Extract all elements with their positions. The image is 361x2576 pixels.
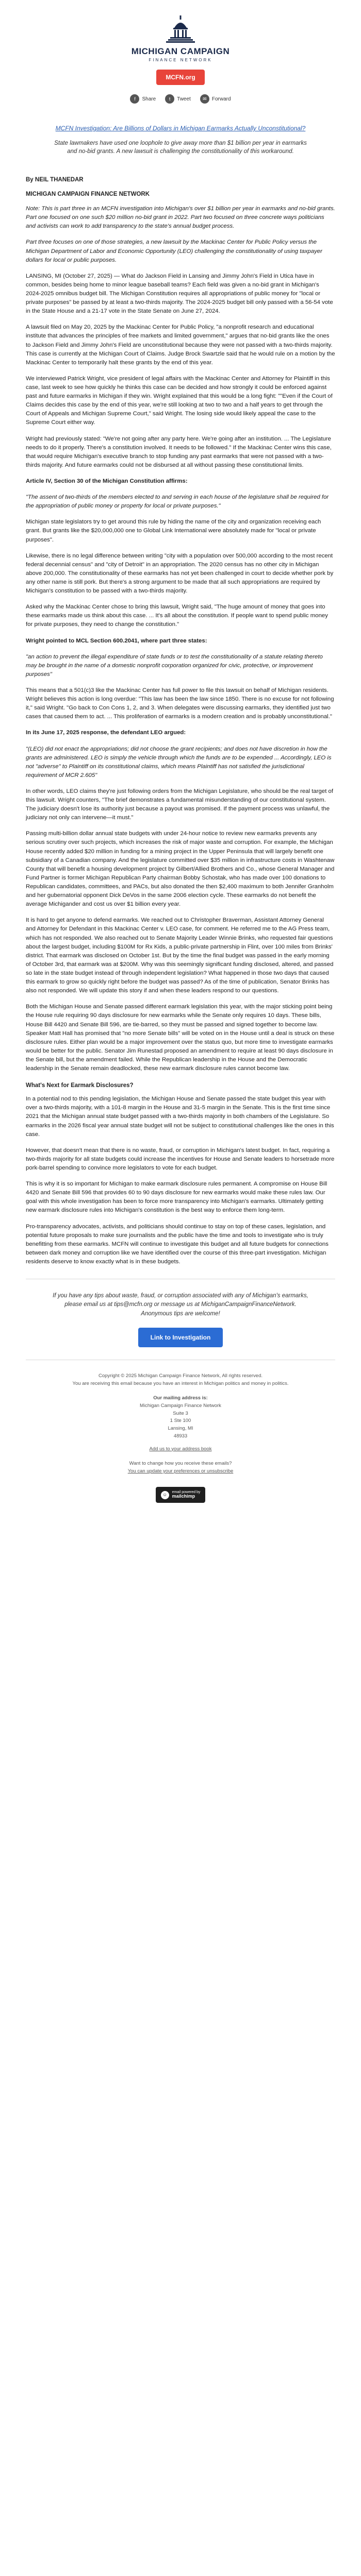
section-heading: What's Next for Earmark Disclosures?	[26, 1082, 134, 1089]
org-name: MICHIGAN CAMPAIGN FINANCE NETWORK	[26, 191, 150, 198]
constitution-quote: "The assent of two-thirds of the members elected to and serving in each house of the legislature shall be required for the appropriation of public money or property for local or private purposes."	[26, 494, 329, 510]
article-dek: State lawmakers have used one loophole to give away more than $1 billion per year in earmarks and no-bid grants. A new lawsuit is challenging the constitutionality of this workaround.	[54, 140, 307, 155]
forward-icon: ✉	[200, 94, 209, 104]
paragraph: In other words, LEO claims they're just following orders from the Michigan Legislature, who should be the real target of this lawsuit. Wright counters, "The brief demonstrates a fundamental misunderstanding of our constitutional system. The judiciary doesn't lose its authority just because a payout was promised. If the payment process was unlawful, the judiciary not only can intervene—it must."	[26, 788, 334, 821]
address-line: Michigan Campaign Finance Network	[140, 1402, 221, 1409]
paragraph: Asked why the Mackinac Center chose to bring this lawsuit, Wright said, "The huge amount of money that goes into these earmarks made us think about this case. ... It's all about the constitution. If people want to spend public money for private purposes, they need to change the constitution."	[26, 604, 328, 628]
paragraph: Wright had previously stated: "We're not going after any party here. We're going after an institution. ... The Legislature needs to do it properly. There's a constitution involved. It needs to be followed." If the Mackinac Center wins this case, that would require Michigan's executive branch to stop funding any past earmarks that were not passed with a two-thirds majority. And future earmarks could not be disbursed at all without passing these constitutional limits.	[26, 435, 332, 468]
paragraph: LANSING, MI (October 27, 2025) — What do Jackson Field in Lansing and Jimmy John's Field in Utica have in common, besides being home to minor league baseball teams? Each field was given a no-bid grant in Michigan's 2024-2025 omnibus budget bill. The Michigan Constitution requires all appropriations of public money for "local or private purposes" be passed by at least a two-thirds majority. The 2024-2025 budget bill only passed with a 56-54 vote in the State House and a 21-17 vote in the State Senate on June 27, 2024.	[26, 273, 333, 315]
article-headline-link[interactable]: MCFN Investigation: Are Billions of Dollars in Michigan Earmarks Actually Unconstitutional?	[55, 125, 306, 132]
paragraph: It is hard to get anyone to defend earmarks. We reached out to Christopher Braverman, Assistant Attorney General and Attorney for Defendant in this Mackinac Center v. LEO case, for comment. He referred me to the AG Press team, which has not responded. We also reached out to Senate Majority Leader Winnie Brinks, who requested fair questions about the largest budget, including $100M for Rx Kids, a public-private partnership in Flint, over 100 miles from Brinks' district. That earmark was disclosed on October 1st. But by the time the final budget was passed in the early morning of October 3rd, that earmark was at $200M. Why was this seemingly significant funding disclosed, altered, and passed so late in the state budget instead of through independent legislation? What happened in those two days that caused this earmark to grow so quickly right before the budget was passed? As of the time of publication, Senator Brinks has also not responded. We will update this story if and when these leaders respond to our questions.	[26, 917, 334, 994]
address-line: Lansing, MI	[168, 1426, 193, 1432]
paragraph: We interviewed Patrick Wright, vice president of legal affairs with the Mackinac Center and Attorney for Plaintiff in this case, last week to see how quickly he thinks this case can be decided and how strongly it could be enforced against past and future earmarks in Michigan if they win. Wright explained that this would be a long fight: ""Even if the Court of Claims decides this case by the end of this year, we're still looking at two to two and a half years to get through the Court of Appeals and Michigan Supreme Court," said Wright. The losing side would likely appeal the case to the Supreme Court either way.	[26, 375, 333, 426]
email-footer	[26, 1372, 335, 1509]
cta-wrap	[26, 1328, 335, 1347]
address-line: Suite 3	[173, 1410, 188, 1416]
section-heading: In its June 17, 2025 response, the defendant LEO argued:	[26, 730, 186, 736]
paragraph: This means that a 501(c)3 like the Mackinac Center has full power to file this lawsuit on behalf of Michigan residents. Wright believes this action is long overdue: "This law has been the law since 1850. There is no excuse for not following it," said Wright. "Go back to Con Cons 1, 2, and 3. When delegates were discussing earmarks, they identified just two cases that caused them to act. ... This proliferation of earmarks is a modern creation and is probably unconstitutional."	[26, 687, 334, 720]
mailing-address	[26, 1395, 335, 1453]
logo-title: MICHIGAN CAMPAIGN	[131, 46, 230, 56]
footer-legal	[26, 1372, 335, 1387]
mcfn-website-button[interactable]: MCFN.org	[156, 70, 204, 85]
paragraph: In a potential nod to this pending legislation, the Michigan House and Senate passed the state budget this year with over a two-thirds majority, with a 101-8 margin in the House and 31-5 margin in the Senate. This is the first time since 2021 that the Michigan annual state budget passed with a two-thirds majority in both chambers of the Legislature. So earmarks in the 2026 fiscal year annual state budget will not be subject to constitutional challenges like the ones in this case.	[26, 1096, 334, 1138]
paragraph: A lawsuit filed on May 20, 2025 by the Mackinac Center for Public Policy, "a nonprofit research and educational institute that advances the principles of free markets and limited government," argues that no-bid grants like the ones to Jackson Field and Jimmy John's Field are unconstitutional because they were not passed with a two-thirds majority. This case is currently at the Michigan Court of Claims. Judge Brock Swartzle said that he would rule on a motion by the Mackinac Center to temporarily halt these grants by the end of this year.	[26, 324, 335, 366]
section-heading: Wright pointed to MCL Section 600.2041, where part three states:	[26, 637, 207, 644]
forward-button[interactable]	[200, 94, 231, 104]
social-share-bar	[0, 94, 361, 104]
change-question: Want to change how you receive these emails?	[129, 1461, 232, 1467]
leo-quote: "(LEO) did not enact the appropriations; did not choose the grant recipients; and does not have discretion in how the grants are administered. LEO is simply the vehicle through which the funds are to be expended ... Accordingly, LEO is not "adverse" to Plaintiff on its constitutional claims, which means Plaintiff has not satisfied the jurisdictional requirement of MCR 2.605"	[26, 745, 332, 778]
address-line: 48933	[173, 1433, 188, 1439]
mailchimp-badge[interactable]	[156, 1487, 206, 1503]
facebook-icon: f	[130, 94, 139, 104]
twitter-icon: t	[165, 94, 174, 104]
link-to-investigation-button[interactable]: Link to Investigation	[138, 1328, 223, 1347]
article-body	[26, 111, 335, 1514]
section-heading: Article IV, Section 30 of the Michigan Constitution affirms:	[26, 478, 188, 484]
paragraph: Both the Michigan House and Senate passed different earmark legislation this year, with the major sticking point being the House rule requiring 90 days disclosure for new earmarks while the Senate only requires 10 days. These bills, House Bill 4420 and Senate Bill 596, are tie-barred, so they must be passed and signed together to become law. Speaker Matt Hall has promised that "no more Senate bills" will be voted on in the House until a deal is struck on these disclosure rules. Either plan would be a major improvement over the status quo, but more time to investigate earmarks would be better for the public. Senator Jim Runestad proposed an amendment to require at least 90 days disclosure in the Senate bill, but the amendment failed. While the Republican leadership in the House and the Democratic leadership in the Senate remain deadlocked, these new earmark disclosure rules cannot become law.	[26, 1004, 335, 1072]
paragraph: This is why it is so important for Michigan to make earmark disclosure rules permanent. A compromise on House Bill 4420 and Senate Bill 596 that provides 60 to 90 days disclosure for new earmarks would make these rules law. Our goal with this whole investigation has been to force more transparency into Michigan's earmarks. Ultimately getting new earmark disclosure rules into Michigan's constitution is the best way to enforce them long-term.	[26, 1181, 327, 1214]
preferences	[26, 1460, 335, 1475]
email-header	[0, 0, 361, 111]
logo-subtitle: FINANCE NETWORK	[149, 58, 212, 62]
share-label: Share	[142, 96, 156, 102]
statute-quote: "an action to prevent the illegal expenditure of state funds or to test the constitutionality of a statute relating thereto may be brought in the name of a domestic nonprofit corporation organized for civic, protective, or improvement purposes"	[26, 653, 323, 677]
tips-callout: If you have any tips about waste, fraud, or corruption associated with any of Michigan's earmarks, please email us at tips@mcfn.org or message us at MichiganCampaignFinanceNetwork. Anonymous tips are welcome!	[53, 1293, 308, 1317]
tweet-button[interactable]	[165, 94, 191, 104]
paragraph: Passing multi-billion dollar annual state budgets with under 24-hour notice to review new earmarks prevents any serious scrutiny over such projects, which increases the risk of major waste and corruption. For example, the Michigan House recently added $20 million in funding for a mining project in the Upper Peninsula that will largely benefit one subsidiary of a Canadian company. And the legislature committed over $35 million in infrastructure costs in Washtenaw County that will benefit a housing development project by Gilbert/Allied Brothers and Co., whose General Manager and Fund Partner is former Michigan Republican Party chairman Bobby Schostak, who has made over 100 donations to Republican candidates, committees, and PACs, but also donated the then $2,400 maximum to both Jennifer Granholm and her gubernatorial opponent Dick DeVos in the same 2006 election cycle. These earmarks do not benefit the average Michigander and cost us over $1 billion every year.	[26, 831, 335, 908]
logo[interactable]	[0, 14, 361, 62]
forward-label: Forward	[211, 96, 231, 102]
share-button[interactable]	[130, 94, 156, 104]
receiving-reason: You are receiving this email because you have an interest in Michigan politics and money in politics.	[72, 1380, 289, 1386]
badge-small-text: email powered by	[172, 1490, 201, 1494]
capitol-dome-icon	[165, 14, 196, 45]
paragraph: However, that doesn't mean that there is no waste, fraud, or corruption in Michigan's latest budget. In fact, requiring a two-thirds majority for all state budgets could increase the incentives for House and Senate leaders to horsetrade more pork-barrel spending to convince more legislators to vote for each budget.	[26, 1147, 335, 1171]
tweet-label: Tweet	[177, 96, 191, 102]
add-to-address-book-link[interactable]: Add us to your address book	[149, 1446, 212, 1452]
mailing-label: Our mailing address is:	[153, 1395, 208, 1401]
paragraph: Michigan state legislators try to get around this rule by hiding the name of the city and organization receiving each grant. But grants like the $20,000,000 one to Global Link International were absolutely made for "local or private purposes".	[26, 519, 321, 543]
paragraph: Likewise, there is no legal difference between writing "city with a population over 500,000 according to the most recent federal decennial census" and "city of Detroit" in an appropriation. The 2020 census has no other city in Michigan above 200,000. The constitutionality of these earmarks has not yet been challenged in court to decide whether pork by any other name is still pork. But there's a strong argument to be made that all such appropriations are required by Michigan's constitution to be passed with a two-thirds majority.	[26, 552, 334, 595]
address-line: 1 Ste 100	[170, 1418, 191, 1424]
paragraph-part-three: Part three focuses on one of those strategies, a new lawsuit by the Mackinac Center for Public Policy versus the Michigan Department of Labor and Economic Opportunity (LEO) challenging the constitutionality of using taxpayer dollars for local or public purposes.	[26, 239, 322, 263]
badge-big-text: mailchimp	[172, 1494, 195, 1499]
paragraph-note: Note: This is part three in an MCFN investigation into Michigan's over $1 billion per year in earmarks and no-bid grants. Part one focused on one such $20 million no-bid grant in 2022. Part two focused on three concrete ways politicians and activists can work to add transparency to the state's annual budget process.	[26, 206, 335, 230]
byline: By NEIL THANEDAR	[26, 177, 84, 183]
paragraph: Pro-transparency advocates, activists, and politicians should continue to stay on top of these cases, legislation, and potential future proposals to make sure journalists and the public have the time and tools to investigate who is truly benefitting from these earmarks. MCFN will continue to investigate this budget and all future budgets for connections between dark money and corruption like we have identified over the course of this three-part investigation. Michigan residents deserve to know exactly what is in these budgets.	[26, 1223, 329, 1265]
copyright: Copyright © 2025 Michigan Campaign Finance Network, All rights reserved.	[98, 1372, 262, 1379]
update-preferences-link[interactable]: You can update your preferences or unsubscribe	[127, 1468, 234, 1475]
mailchimp-badge-text	[172, 1490, 201, 1500]
mailchimp-icon: ☺	[161, 1491, 169, 1499]
